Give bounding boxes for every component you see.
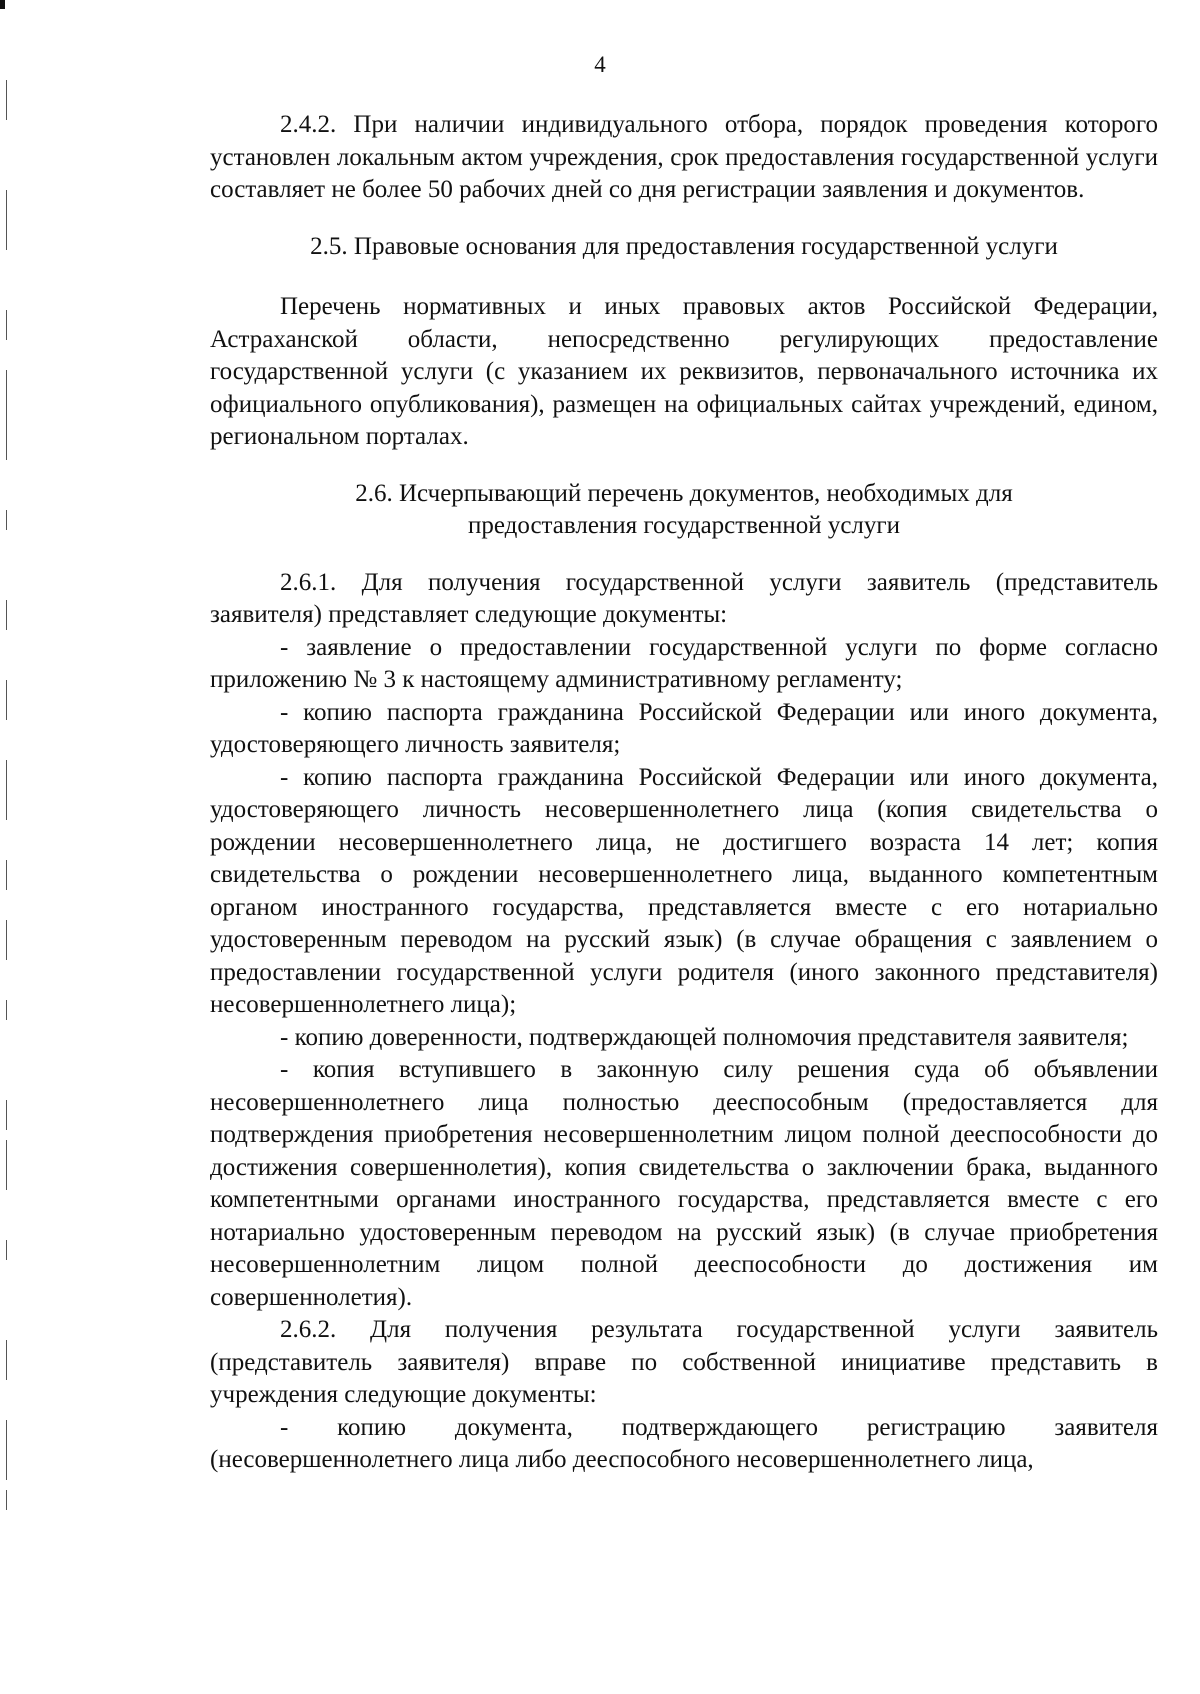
scan-edge-artifacts — [6, 40, 9, 1600]
paragraph-2-4-2: 2.4.2. При наличии индивидуального отбора, порядок проведения которого установлен локальным актом учреждения, срок предоставления государственной услуги составляет не более 50 рабочих дней со дня регистрации заявления и документов. — [210, 111, 1158, 203]
heading-2-6-line-2: предоставления государственной услуги — [467, 512, 901, 539]
paragraph-2-5: Перечень нормативных и иных правовых актов Российской Федерации, Астраханской области, непосредственно регулирующих предоставление государственной услуги (с указанием их реквизитов, первоначального источника их официального опубликования), размещен на официальных сайтах учреждений, едином, региональном порталах. — [210, 293, 1158, 450]
page-number: 4 — [594, 52, 606, 77]
list-item-applicant-passport: - копию паспорта гражданина Российской Федерации или иного документа, удостоверяющего личность заявителя; — [210, 698, 1158, 758]
paragraph-2-6-1: 2.6.1. Для получения государственной услуги заявитель (представитель заявителя) представляет следующие документы: — [210, 568, 1158, 628]
paragraph-2-6-2: 2.6.2. Для получения результата государственной услуги заявитель (представитель заявителя) вправе по собственной инициативе представить в учреждения следующие документы: — [210, 1316, 1158, 1408]
list-item-registration-document: - копию документа, подтверждающего регистрацию заявителя (несовершеннолетнего лица либо дееспособного несовершеннолетнего лица, — [210, 1413, 1158, 1473]
scan-corner-mark — [0, 0, 5, 9]
document-body — [210, 109, 1158, 1477]
heading-2-5: 2.5. Правовые основания для предоставления государственной услуги — [310, 232, 1058, 260]
heading-2-6-line-1: 2.6. Исчерпывающий перечень документов, необходимых для — [355, 479, 1013, 507]
list-item-court-decision: - копия вступившего в законную силу решения суда об объявлении несовершеннолетнего лица полностью дееспособным (предоставляется для подтверждения приобретения несовершеннолетним лицом полной дееспособности до достижения совершеннолетия), копия свидетельства о заключении брака, выданного компетентными органами иностранного государства, представляется вместе с его нотариально удостоверенным переводом на русский язык) (в случае приобретения несовершеннолетним лицом полной дееспособности до достижения им совершеннолетия). — [210, 1056, 1158, 1311]
list-item-application: - заявление о предоставлении государственной услуги по форме согласно приложению № 3 к настоящему административному регламенту; — [210, 633, 1158, 693]
list-item-power-of-attorney: - копию доверенности, подтверждающей полномочия представителя заявителя; — [280, 1023, 1129, 1051]
list-item-minor-passport: - копию паспорта гражданина Российской Федерации или иного документа, удостоверяющего личность несовершеннолетнего лица (копия свидетельства о рождении несовершеннолетнего лица, не достигшего возраста 14 лет; копия свидетельства о рождении несовершеннолетнего лица, выданного компетентным органом иностранного государства, представляется вместе с его нотариально удостоверенным переводом на русский язык) (в случае обращения с заявлением о предоставлении государственной услуги родителя (иного законного представителя) несовершеннолетнего лица); — [210, 763, 1158, 1018]
